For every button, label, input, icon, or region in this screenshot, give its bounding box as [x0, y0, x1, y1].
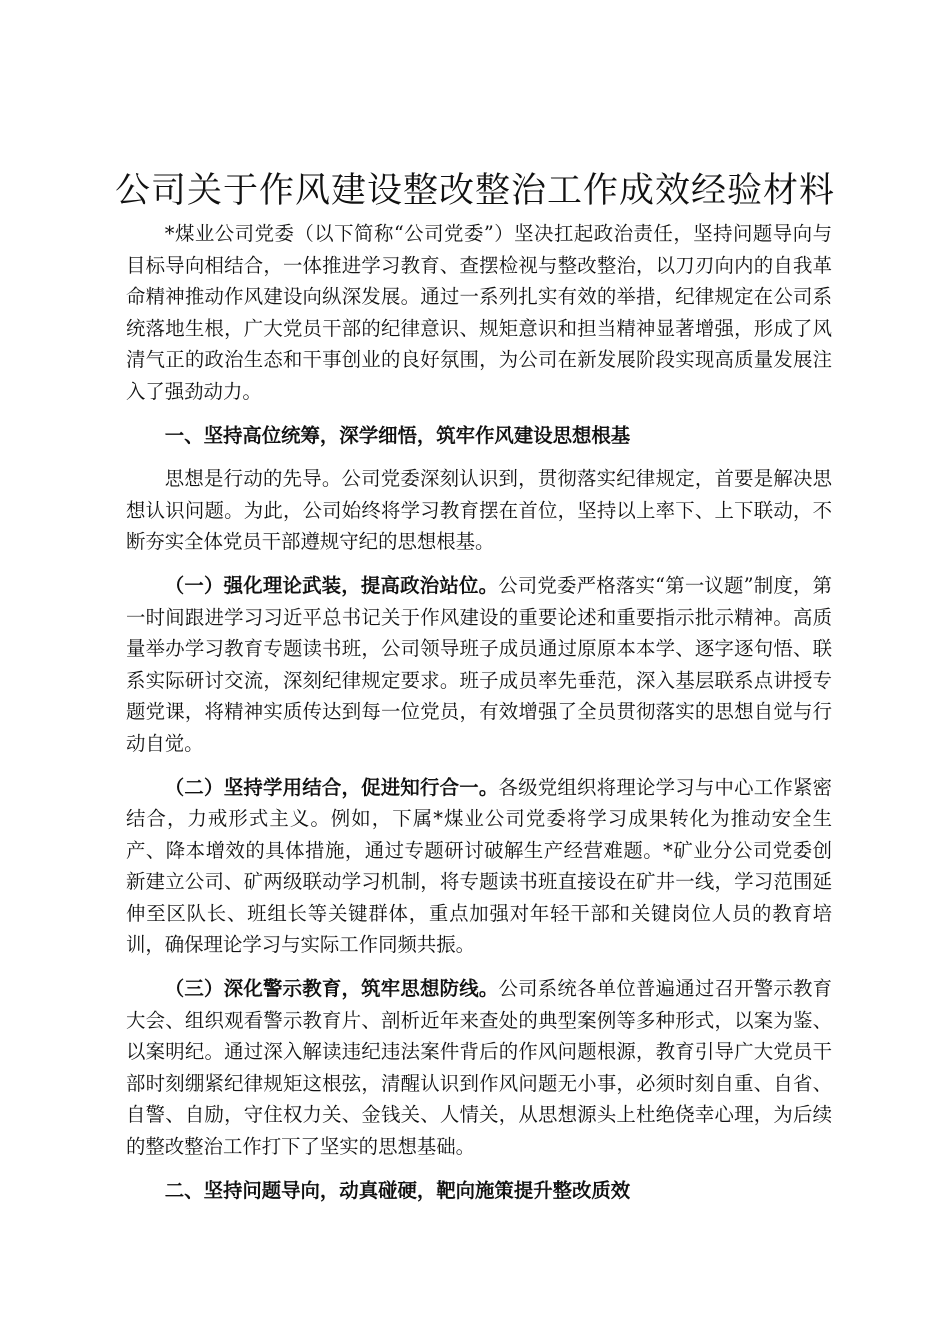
section-2-heading: 二、坚持问题导向，动真碰硬，靶向施策提升整改质效	[164, 1178, 631, 1202]
item-1-text: 公司党委严格落实“第一议题”制度，第一时间跟进学习习近平总书记关于作风建设的重要论述和重要指示批示精神。高质量举办学习教育专题读书班，公司领导班子成员通过原原本本学、逐字逐句悟、联系实际研讨交流，深刻纪律规定要求。班子成员率先垂范，深入基层联系点讲授专题党课，将精神实质传达到每一位党员，有效增强了全员贯彻落实的思想自觉与行动自觉。	[126, 573, 833, 755]
section-1-heading: 一、坚持高位统筹，深学细悟，筑牢作风建设思想根基	[164, 423, 631, 447]
document-title: 公司关于作风建设整改整治工作成效经验材料	[114, 171, 835, 211]
section-1-item-1-paragraph	[126, 570, 832, 760]
section-1-intro-paragraph: 思想是行动的先导。公司党委深刻认识到，贯彻落实纪律规定，首要是解决思想认识问题。为此，公司始终将学习教育摆在首位，坚持以上率下、上下联动，不断夯实全体党员干部遵规守纪的思想根基。	[126, 467, 832, 554]
section-1-item-2-paragraph	[126, 772, 832, 962]
item-3-text: 公司系统各单位普遍通过召开警示教育大会、组织观看警示教育片、剖析近年来查处的典型案例等多种形式，以案为鉴、以案明纪。通过深入解读违纪违法案件背后的作风问题根源，教育引导广大党员干部时刻绷紧纪律规矩这根弦，清醒认识到作风问题无小事，必须时刻自重、自省、自警、自励，守住权力关、金钱关、人情关，从思想源头上杜绝侥幸心理，为后续的整改整治工作打下了坚实的思想基础。	[126, 977, 833, 1159]
section-1-item-3-paragraph	[126, 973, 832, 1163]
item-1-lead: （一）强化理论武装，提高政治站位。	[164, 573, 499, 597]
document-body	[126, 218, 832, 1218]
item-2-lead: （二）坚持学用结合，促进知行合一。	[164, 775, 499, 799]
intro-paragraph: *煤业公司党委（以下简称“公司党委”）坚决扛起政治责任，坚持问题导向与目标导向相结合，一体推进学习教育、查摆检视与整改整治，以刀刃向内的自我革命精神推动作风建设向纵深发展。通过一系列扎实有效的举措，纪律规定在公司系统落地生根，广大党员干部的纪律意识、规矩意识和担当精神显著增强，形成了风清气正的政治生态和干事创业的良好氛围，为公司在新发展阶段实现高质量发展注入了强劲动力。	[126, 222, 832, 403]
item-3-lead: （三）深化警示教育，筑牢思想防线。	[164, 977, 499, 1001]
item-2-text: 各级党组织将理论学习与中心工作紧密结合，力戒形式主义。例如，下属*煤业公司党委将学习成果转化为推动安全生产、降本增效的具体措施，通过专题研讨破解生产经营难题。*矿业分公司党委创新建立公司、矿两级联动学习机制，将专题读书班直接设在矿井一线，学习范围延伸至区队长、班组长等关键群体，重点加强对年轻干部和关键岗位人员的教育培训，确保理论学习与实际工作同频共振。	[126, 775, 833, 957]
